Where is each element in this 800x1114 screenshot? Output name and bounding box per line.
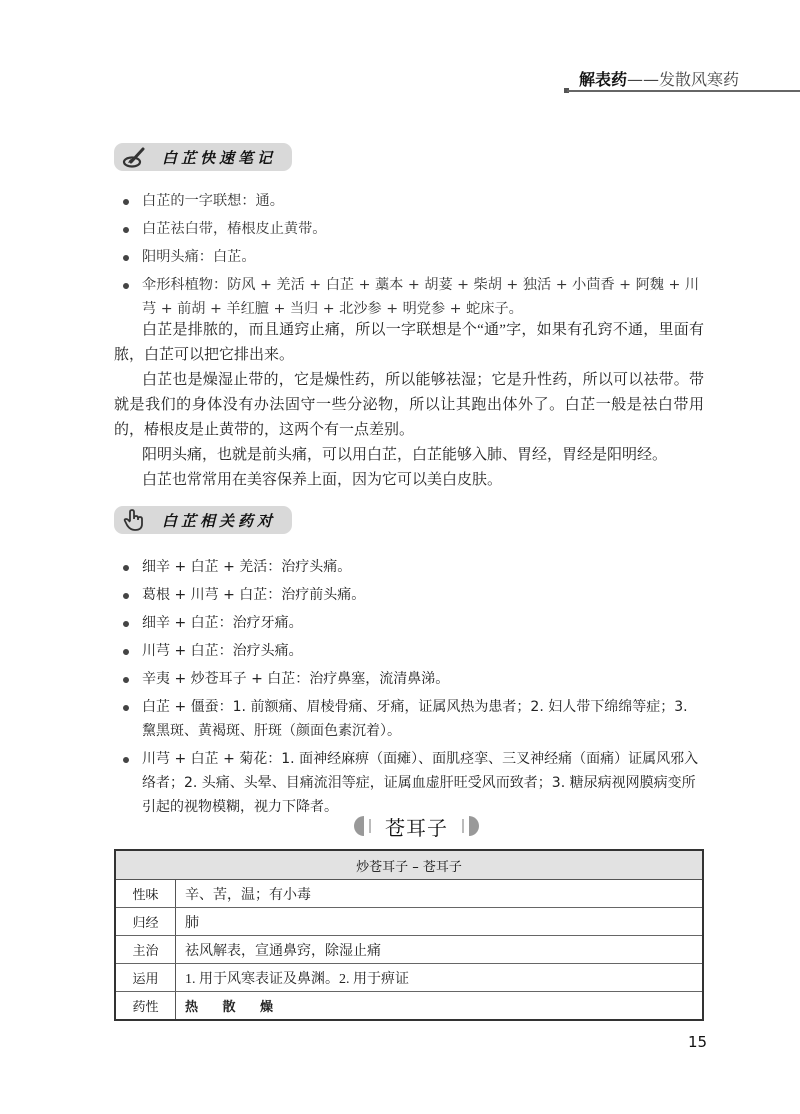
table-row [115,936,703,964]
notes-bullet-list [114,189,704,325]
pairs-section-label [114,506,292,534]
row-key: 药性 [115,992,176,1021]
list-item: 川芎 + 白芷：治疗头痛。 [114,639,704,663]
list-item: 白芷 + 僵蚕：1. 前额痛、眉棱骨痛、牙痛，证属风热为患者；2. 妇人带下绵绵等症；3. 黧黑斑、黄褐斑、肝斑（颜面色素沉着）。 [114,695,704,743]
chapter-title: 解表药 [579,70,628,89]
notes-section-title: 白芷快速笔记 [162,148,277,167]
paragraph: 白芷也常常用在美容保养上面，因为它可以美白皮肤。 [142,472,503,488]
header-dash: —— [627,70,660,89]
left-half-circle-ornament [354,816,364,836]
paragraph: 阳明头痛，也就是前头痛，可以用白芷，白芷能够入肺、胃经，胃经是阳明经。 [142,447,668,463]
row-value: 1. 用于风寒表证及鼻渊。2. 用于痹证 [176,964,704,992]
table-row [115,992,703,1021]
row-value: 肺 [176,908,704,936]
page-number: 15 [688,1033,708,1051]
pairs-bullet-list [114,555,704,823]
section-title: 发散风寒药 [659,70,740,89]
row-value: 辛、苦，温；有小毒 [176,880,704,908]
header-rule [567,90,800,92]
pointing-hand-icon [122,509,148,531]
list-item: 阳明头痛：白芷。 [114,245,704,269]
pairs-section-title: 白芷相关药对 [162,511,277,530]
table-row [115,880,703,908]
herb-title-banner [354,811,479,841]
list-item: 川芎 + 白芷 + 菊花：1. 面神经麻痹（面瘫）、面肌痉挛、三叉神经痛（面痛）证属风邪入络者；2. 头痛、头晕、目痛流泪等症，证属血虚肝旺受风而致者；3. 糖尿病视网膜病变所引起的视物模糊，视力下降者。 [114,747,704,819]
right-tick-ornament [462,819,464,833]
brush-icon [122,146,148,168]
list-item: 葛根 + 川芎 + 白芷：治疗前头痛。 [114,583,704,607]
list-item: 伞形科植物：防风 + 羌活 + 白芷 + 藁本 + 胡荽 + 柴胡 + 独活 + 小茴香 + 阿魏 + 川芎 + 前胡 + 羊红膻 + 当归 + 北沙参 + 明党参 + 蛇床子。 [114,273,704,321]
herb-name: 苍耳子 [385,815,448,840]
notes-paragraphs [114,318,704,493]
row-key: 运用 [115,964,176,992]
right-half-circle-ornament [469,816,479,836]
list-item: 白芷祛白带，椿根皮止黄带。 [114,217,704,241]
row-value: 祛风解表，宣通鼻窍，除湿止痛 [176,936,704,964]
herb-properties-table [114,849,704,1021]
row-key: 主治 [115,936,176,964]
row-value: 热 散 燥 [176,992,704,1021]
list-item: 白芷的一字联想：通。 [114,189,704,213]
table-row [115,908,703,936]
paragraph: 白芷是排脓的，而且通窍止痛，所以一字联想是个“通”字，如果有孔窍不通，里面有脓，白芷可以把它排出来。 [114,322,704,363]
paragraph: 白芷也是燥湿止带的，它是燥性药，所以能够祛湿；它是升性药，所以可以祛带。带就是我们的身体没有办法固守一些分泌物，所以让其跑出体外了。白芷一般是祛白带用的，椿根皮是止黄带的，这两个有一点差别。 [114,372,704,438]
table-header: 炒苍耳子 – 苍耳子 [115,850,703,880]
row-key: 归经 [115,908,176,936]
row-key: 性味 [115,880,176,908]
table-row [115,964,703,992]
list-item: 细辛 + 白芷 + 羌活：治疗头痛。 [114,555,704,579]
list-item: 细辛 + 白芷：治疗牙痛。 [114,611,704,635]
left-tick-ornament [369,819,371,833]
list-item: 辛夷 + 炒苍耳子 + 白芷：治疗鼻塞，流清鼻涕。 [114,667,704,691]
notes-section-label [114,143,292,171]
running-header [579,67,739,90]
